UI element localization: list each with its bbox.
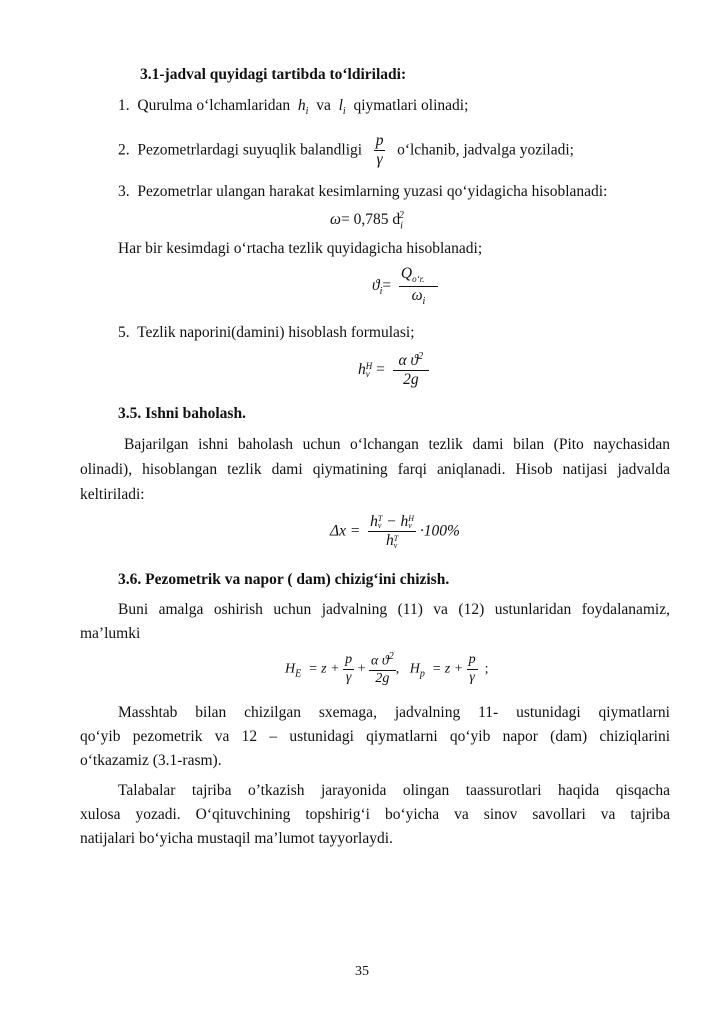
item-number: 3. bbox=[118, 183, 130, 200]
item-text-post: o‘lchanib, jadvalga yoziladi; bbox=[397, 141, 574, 159]
item-and: va bbox=[316, 97, 331, 114]
item-text: Pezometrlardagi suyuqlik balandligi bbox=[137, 141, 363, 159]
item-number: 5. bbox=[118, 324, 130, 341]
paragraph-scheme-line-3: o‘tkazamiz (3.1-rasm). bbox=[80, 752, 222, 769]
heading-3-5: 3.5. Ishni baholash. bbox=[118, 405, 246, 422]
formula-delta: Δx = h T v − h H v h T v ·100% bbox=[330, 513, 460, 550]
var-l-sub: i bbox=[342, 106, 346, 118]
item-text-post: qiymatlari olinadi; bbox=[353, 97, 469, 114]
list-item-1 bbox=[118, 97, 468, 117]
paragraph-3-5-line-2: olinadi), hisoblangan tezlik dami qiymatining farqi aniqlanadi. Hisob natijasi jadvalda bbox=[80, 461, 670, 478]
list-item-2 bbox=[118, 133, 574, 169]
item-number: 2. bbox=[118, 141, 130, 159]
var-h-sub: i bbox=[305, 106, 309, 118]
paragraph-3-5-line-1: Bajarilgan ishni baholash uchun o‘lchangan tezlik dami bilan (Pito naychasidan bbox=[124, 436, 670, 453]
fraction-p-gamma: $\frac{p}{\gamma}$ bbox=[375, 132, 384, 169]
paragraph-students-line-3: natijalari bo‘yicha mustaqil ma’lumot tayyorlaydi. bbox=[80, 830, 393, 847]
item-text: Pezometrlar ulangan harakat kesimlarning yuzasi qo‘yidagicha hisoblanadi: bbox=[137, 183, 608, 200]
paragraph-students-line-2: xulosa yozadi. O‘qituvchining topshirig‘i bo‘yicha va sinov savollari va tajriba bbox=[80, 806, 670, 823]
paragraph-3-6-line-2: ma’lumki bbox=[80, 625, 141, 642]
paragraph-3-6-line-1: Buni amalga oshirish uchun jadvalning (11) va (12) ustunlaridan foydalanamiz, bbox=[118, 601, 670, 618]
speed-intro: Har bir kesimdagi o‘rtacha tezlik quyidagicha hisoblanadi; bbox=[118, 240, 483, 257]
item-text: Tezlik naporini(damini) hisoblash formulasi; bbox=[137, 324, 415, 341]
heading-3-6: 3.6. Pezometrik va napor ( dam) chizig‘ini chizish. bbox=[118, 571, 450, 588]
heading-3-1: 3.1-jadval quyidagi tartibda to‘ldiriladi: bbox=[140, 66, 407, 83]
list-item-5 bbox=[118, 324, 415, 342]
paragraph-scheme-line-2: qo‘yib pezometrik va 12 – ustunidagi qiymatlarni qo‘yib napor (dam) chiziqlarini bbox=[80, 728, 670, 745]
formula-area: ω= 0,785 $d_i^2$ bbox=[330, 210, 404, 232]
item-number: 1. bbox=[118, 97, 130, 114]
var-l: l bbox=[338, 97, 343, 114]
paragraph-scheme-line-1: Masshtab bilan chizilgan sxemaga, jadvalning 11- ustunidagi qiymatlarni bbox=[118, 704, 670, 721]
list-item-3 bbox=[118, 183, 607, 201]
formula-lines: $H_E = z$ + $\frac{p}{\gamma}$ + $\frac{\alpha ϑ^2}{2g}$ , $H_p = z$ + $\frac{p}{\gamma}$ ; bbox=[285, 651, 489, 687]
paragraph-students-line-1: Talabalar tajriba o’tkazish jarayonida olingan taassurotlari haqida qisqacha bbox=[118, 782, 670, 799]
formula-velocity-head: h H v = $\frac{\alpha ϑ^2}{2g}$ bbox=[358, 352, 429, 389]
page-number: 35 bbox=[355, 964, 369, 979]
item-text: Qurulma o‘lchamlaridan bbox=[137, 97, 291, 114]
var-h: h bbox=[297, 97, 306, 114]
paragraph-3-5-line-3: keltiriladi: bbox=[80, 486, 145, 503]
formula-speed: $ϑ_i=$ $\frac{Q_{o‘r.}}{\omega_i}$ bbox=[372, 266, 438, 307]
